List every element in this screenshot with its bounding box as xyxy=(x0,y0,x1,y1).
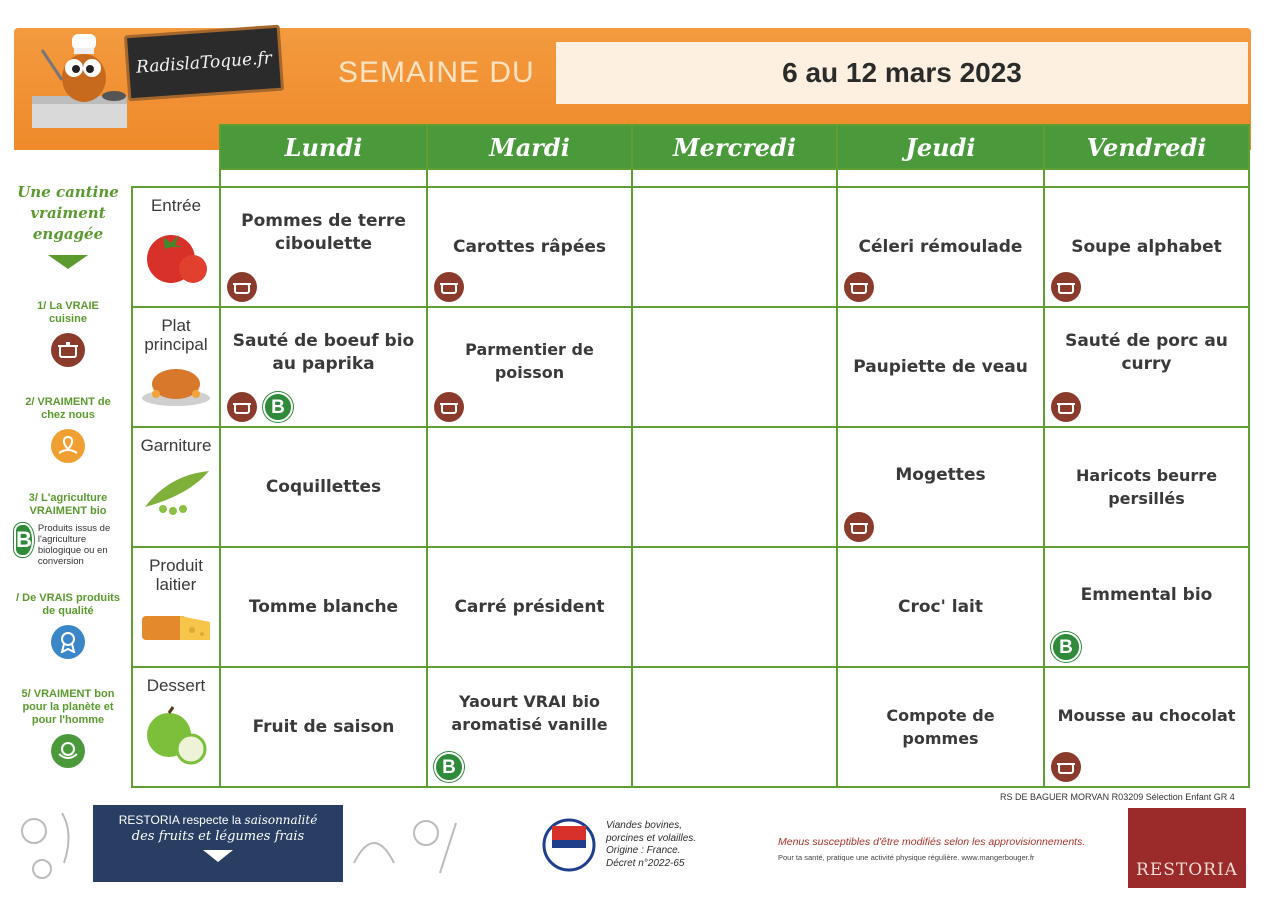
badges xyxy=(434,272,464,302)
dish-name: Céleri rémoulade xyxy=(858,236,1023,257)
badges xyxy=(227,392,293,422)
menu-cell xyxy=(220,427,427,547)
local-origin-icon xyxy=(51,429,85,463)
meat-origin-note xyxy=(606,820,696,870)
down-arrow-icon xyxy=(203,850,233,862)
pot-icon xyxy=(51,333,85,367)
badges xyxy=(1051,392,1081,422)
pillar-bio xyxy=(6,492,130,567)
seasonality-line1 xyxy=(93,813,343,827)
category-garniture xyxy=(132,427,220,547)
pillar-qualite xyxy=(6,592,130,659)
pillar-de-chez-nous xyxy=(6,396,130,463)
roast-chicken-icon xyxy=(140,360,212,408)
spacer-cell xyxy=(427,169,632,187)
menu-cell xyxy=(427,667,632,787)
pillar-title: / De VRAIS produits de qualité xyxy=(16,592,120,617)
row-plat-principal xyxy=(132,307,1249,427)
bio-icon: B xyxy=(14,523,34,557)
table-corner xyxy=(132,169,220,187)
pot-icon xyxy=(227,392,257,422)
menu-cell xyxy=(220,307,427,427)
menu-cell-empty xyxy=(632,547,837,667)
pillar-title: 5/ VRAIMENT bon pour la planète et pour l'homme xyxy=(21,688,115,726)
pot-icon xyxy=(227,272,257,302)
category-label: Garniture xyxy=(140,436,212,455)
apple-icon xyxy=(141,705,211,765)
category-produit-laitier xyxy=(132,547,220,667)
pillar-vraie-cuisine xyxy=(6,300,130,367)
day-header-lundi: Lundi xyxy=(220,125,427,169)
quality-medal-icon xyxy=(51,625,85,659)
menu-cell xyxy=(1044,307,1249,427)
category-label: Entrée xyxy=(150,196,202,215)
category-label: Plat principal xyxy=(144,316,208,354)
menu-cell xyxy=(1044,187,1249,307)
category-dessert xyxy=(132,667,220,787)
dish-name: Haricots beurre persillés xyxy=(1075,466,1218,508)
seasonality-line2: des fruits et légumes frais xyxy=(131,829,305,844)
badges xyxy=(844,512,874,542)
dish-name: Tomme blanche xyxy=(248,596,399,617)
meat-origin-line: Viandes bovines, xyxy=(606,820,682,831)
spacer-cell xyxy=(632,169,837,187)
table-corner xyxy=(132,125,220,169)
week-label: SEMAINE DU xyxy=(338,56,535,89)
menu-cell xyxy=(1044,547,1249,667)
spacer-row xyxy=(132,169,1249,187)
restoria-logo xyxy=(1128,808,1246,888)
meat-origin-line: porcines et volailles. xyxy=(606,832,697,844)
menu-cell xyxy=(837,667,1044,787)
pot-icon xyxy=(1051,392,1081,422)
week-dates-box xyxy=(556,42,1248,104)
row-dessert xyxy=(132,667,1249,787)
sidebar-engagements xyxy=(6,182,130,269)
menu-cell-empty xyxy=(632,187,837,307)
menu-cell xyxy=(837,427,1044,547)
vegetables-drawing-icon xyxy=(12,803,92,885)
pillar-title: 3/ L'agriculture VRAIMENT bio xyxy=(28,492,108,517)
spacer-cell xyxy=(1044,169,1249,187)
menu-reference: RS DE BAGUER MORVAN R03209 Sélection Enfant GR 4 xyxy=(1000,792,1235,802)
badges xyxy=(434,392,464,422)
dish-name: Parmentier de poisson xyxy=(465,340,594,382)
day-header-jeudi: Jeudi xyxy=(837,125,1044,169)
badges xyxy=(844,272,874,302)
menu-cell xyxy=(427,307,632,427)
dish-name: Emmental bio xyxy=(1080,585,1213,605)
menu-cell-empty xyxy=(632,307,837,427)
menu-cell xyxy=(1044,427,1249,547)
row-garniture xyxy=(132,427,1249,547)
menu-cell xyxy=(837,187,1044,307)
tagline-line: Une cantine xyxy=(17,183,119,201)
days-header-row xyxy=(132,125,1249,169)
menu-disclaimer: Menus susceptibles d'être modifiés selon les approvisionnements. xyxy=(778,836,1086,848)
bio-icon: B xyxy=(434,752,464,782)
dish-name: Mousse au chocolat xyxy=(1057,706,1236,725)
bio-legend xyxy=(14,523,130,567)
dish-name: Carottes râpées xyxy=(452,236,607,257)
badges xyxy=(1051,632,1081,662)
pot-icon xyxy=(1051,272,1081,302)
menu-cell-empty xyxy=(427,427,632,547)
menu-cell xyxy=(837,307,1044,427)
spacer-cell xyxy=(220,169,427,187)
pillar-title: 1/ La VRAIE cuisine xyxy=(37,300,99,325)
tomato-icon xyxy=(141,225,211,287)
pillar-planete xyxy=(6,688,130,768)
dish-name: Sauté de boeuf bio au paprika xyxy=(232,331,415,374)
day-header-mardi: Mardi xyxy=(427,125,632,169)
day-header-mercredi: Mercredi xyxy=(632,125,837,169)
day-header-vendredi: Vendredi xyxy=(1044,125,1249,169)
health-note: Pour ta santé, pratique une activité physique régulière. www.mangerbouger.fr xyxy=(778,853,1035,862)
brand-name: RESTORIA xyxy=(1136,860,1238,880)
vegetables-drawing-icon xyxy=(344,803,468,885)
category-label: Dessert xyxy=(146,676,206,695)
menu-cell-empty xyxy=(632,667,837,787)
row-entree xyxy=(132,187,1249,307)
menu-cell xyxy=(220,547,427,667)
dish-name: Coquillettes xyxy=(265,476,382,497)
menu-cell xyxy=(427,547,632,667)
menu-cell-empty xyxy=(632,427,837,547)
dish-name: Fruit de saison xyxy=(252,716,395,737)
week-dates: 6 au 12 mars 2023 xyxy=(782,57,1022,88)
dish-name: Sauté de porc au curry xyxy=(1065,331,1228,374)
logo-text: RadislaToque.fr xyxy=(135,48,273,78)
seasonality-text: RESTORIA respecte la xyxy=(118,813,242,827)
seasonality-emphasis: saisonnalité xyxy=(244,813,318,827)
tagline-line: vraiment xyxy=(30,204,106,222)
dish-name: Compote de pommes xyxy=(886,706,995,748)
down-arrow-icon xyxy=(48,255,88,269)
pillar-title: 2/ VRAIMENT de chez nous xyxy=(25,396,111,421)
logo-chalkboard xyxy=(124,25,284,102)
dish-name: Paupiette de veau xyxy=(853,356,1028,377)
dish-name: Soupe alphabet xyxy=(1071,236,1222,257)
menu-cell xyxy=(427,187,632,307)
dish-name: Pommes de terre ciboulette xyxy=(241,211,406,254)
seasonality-banner xyxy=(93,805,343,882)
pot-icon xyxy=(434,272,464,302)
planet-hands-icon xyxy=(51,734,85,768)
tagline xyxy=(6,182,130,245)
pot-icon xyxy=(844,512,874,542)
menu-cell xyxy=(1044,667,1249,787)
badges xyxy=(227,272,257,302)
menu-cell xyxy=(220,187,427,307)
meat-origin-line: Décret n°2022-65 xyxy=(606,857,685,869)
meat-origin-line: Origine : France. xyxy=(606,845,681,856)
peas-icon xyxy=(139,465,213,515)
tagline-line: engagée xyxy=(32,225,104,243)
menu-table xyxy=(131,124,1250,788)
badges xyxy=(1051,272,1081,302)
bio-icon: B xyxy=(263,392,293,422)
category-label: Produit laitier xyxy=(149,556,203,594)
category-plat-principal xyxy=(132,307,220,427)
bio-description: Produits issus de l'agriculture biologique ou en conversion xyxy=(37,523,111,567)
pot-icon xyxy=(844,272,874,302)
dish-name: Carré président xyxy=(454,596,605,617)
bio-icon: B xyxy=(1051,632,1081,662)
pot-icon xyxy=(1051,752,1081,782)
pot-icon xyxy=(434,392,464,422)
chef-mascot-icon xyxy=(22,30,130,130)
category-entree xyxy=(132,187,220,307)
menu-cell xyxy=(220,667,427,787)
dish-name: Croc' lait xyxy=(898,596,983,617)
row-produit-laitier xyxy=(132,547,1249,667)
badges xyxy=(434,752,464,782)
menu-cell xyxy=(837,547,1044,667)
dish-name: Mogettes xyxy=(895,465,986,485)
dish-name: Yaourt VRAI bio aromatisé vanille xyxy=(451,692,608,734)
badges xyxy=(1051,752,1081,782)
spacer-cell xyxy=(837,169,1044,187)
viandes-francaises-logo xyxy=(542,818,596,872)
cheese-icon xyxy=(140,608,212,642)
